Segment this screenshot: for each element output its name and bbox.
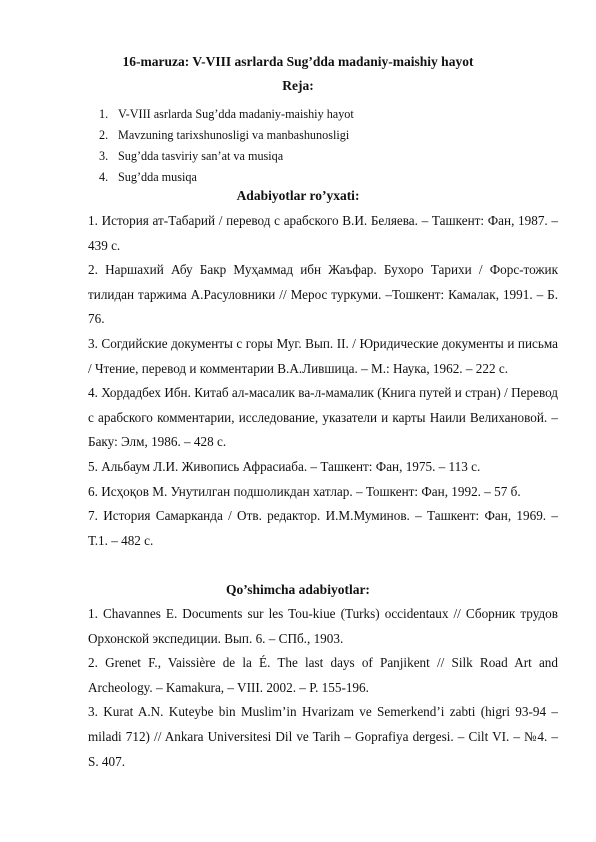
plan-item-number: 2. [99, 128, 109, 142]
plan-item [99, 104, 559, 125]
plan-item [99, 125, 559, 146]
literature-heading: Adabiyotlar ro’yxati: [236, 188, 360, 203]
plan-list [99, 104, 559, 188]
plan-heading: Reja: [282, 78, 314, 93]
additional-heading: Qo’shimcha adabiyotlar: [226, 582, 370, 597]
plan-item-number: 3. [99, 149, 109, 163]
literature-list [88, 209, 558, 553]
plan-item-number: 4. [99, 170, 109, 184]
literature-item: 3. Согдийские документы с горы Муг. Вып. II. / Юридические документы и письма / Чтение, перевод и комментарии В.А.Лившица. – М.: Наука, 1962. – 222 с. [88, 335, 558, 376]
plan-item-text: Sug’dda tasviriy san’at va musiqa [118, 149, 284, 163]
literature-item: 5. Альбаум Л.И. Живопись Афрасиаба. – Ташкент: Фан, 1975. – 113 с. [88, 458, 481, 474]
additional-item: 3. Kurat A.N. Kuteybe bin Muslim’in Hvarizam ve Semerkend’i zabti (higri 93-94 – miladi 712) // Ankara Universitesi Dil ve Tarih – Goprafiya dergesi. – Cilt VI. – №4. – S. 407. [88, 704, 558, 769]
literature-item: 7. История Самарканда / Отв. редактор. И.М.Муминов. – Ташкент: Фан, 1969. – Т.1. – 482 с. [88, 508, 558, 548]
literature-item: 6. Исҳоқов М. Унутилган подшоликдан хатлар. – Тошкент: Фан, 1992. – 57 б. [88, 483, 521, 499]
plan-item [99, 146, 559, 167]
plan-item-text: Mavzuning tarixshunosligi va manbashunosligi [118, 128, 350, 142]
plan-item [99, 167, 559, 188]
plan-item-text: Sug’dda musiqa [118, 170, 197, 184]
literature-item: 2. Наршахий Абу Бакр Муҳаммад ибн Жаъфар. Бухоро Тарихи / Форс-тожик тилидан таржима А.Расуловники // Мерос туркуми. –Тошкент: Камалак, 1991. – Б. 76. [88, 262, 558, 327]
additional-list [88, 602, 558, 774]
additional-item: 1. Chavannes E. Documents sur les Tou-kiue (Turks) occidentaux // Сборник трудов Орхонской экспедиции. Вып. 6. – СПб., 1903. [88, 606, 558, 646]
additional-item: 2. Grenet F., Vaissière de la É. The last days of Panjikent // Silk Road Art and Archeology. – Kamakura, – VIII. 2002. – P. 155-196. [88, 655, 558, 695]
literature-item: 4. Хордадбех Ибн. Китаб ал-масалик ва-л-мамалик (Книга путей и стран) / Перевод с арабского комментарии, исследование, указатели и карты Наили Велихановой. – Баку: Элм, 1986. – 428 с. [88, 385, 558, 450]
plan-item-number: 1. [99, 107, 109, 121]
plan-item-text: V-VIII asrlarda Sug’dda madaniy-maishiy hayot [118, 107, 354, 121]
lecture-title: 16-maruza: V-VIII asrlarda Sug’dda madaniy-maishiy hayot [122, 54, 474, 69]
literature-item: 1. История ат-Табарий / перевод с арабского В.И. Беляева. – Ташкент: Фан, 1987. – 439 с. [88, 213, 558, 253]
